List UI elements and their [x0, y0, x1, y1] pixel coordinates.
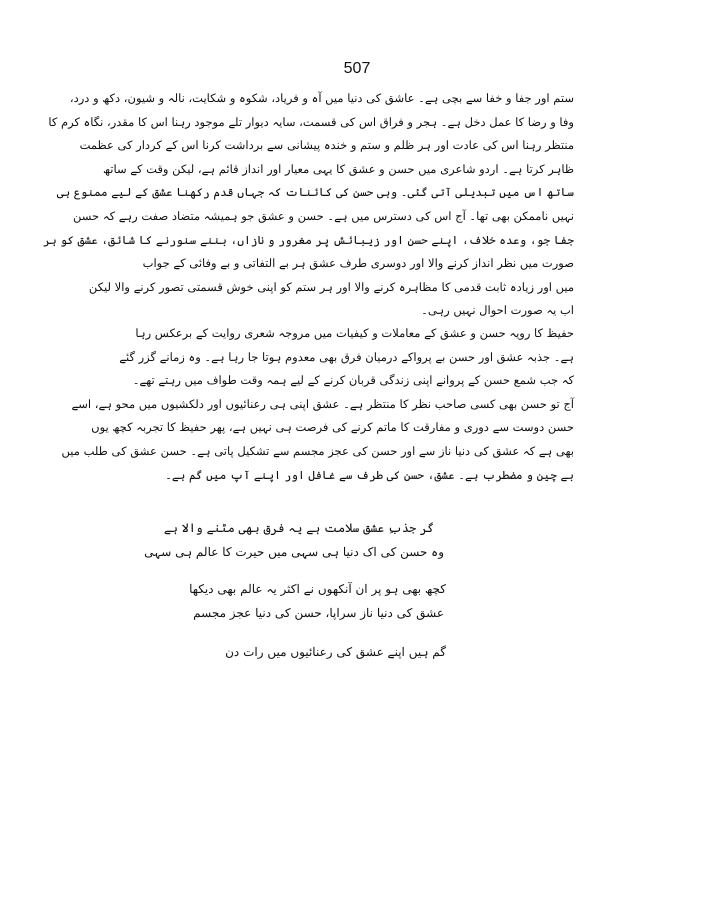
text-line: جفا جو، وعدہ خلاف، اپنے حسن اور زیبائش پر مغرور و نازاں، بننے سنورنے کا شائق، عشق کو ہر	[43, 232, 574, 247]
text-line: آج تو حسن بھی کسی صاحب نظر کا منتظر ہے۔ عشق اپنی ہی رعنائیوں اور دلکشیوں میں محو ہے، اسے	[71, 396, 574, 411]
text-line: ستم اور جفا و خفا سے بچی ہے۔ عاشق کی دنیا میں آہ و فریاد، شکوہ و شکایت، نالہ و شیون، دکھ و درد،	[69, 91, 574, 105]
paragraph-1	[43, 87, 574, 323]
verse-line: وہ حسن کی اک دنیا ہی سہی میں حیرت کا عالم ہی سہی	[144, 545, 444, 559]
text-line: بے چین و مضطرب ہے۔ عشق، حسن کی طرف سے غافل اور اپنے آپ میں گم ہے۔	[165, 467, 574, 482]
text-line: ہے۔ جذبہ عشق اور حسن بے پرواکے درمیان فرق بھی معدوم ہوتا جا رہا ہے۔ وہ زمانے گزر گئے	[119, 349, 574, 364]
text-line: اب یہ صورت احوال نہیں رہی۔	[421, 303, 574, 318]
verse-line: گم ہیں اپنے عشق کی رعنائیوں میں رات دن	[225, 645, 446, 659]
text-line: ساتھ اس میں تبدیلی آتی گئی۔ وہی حسن کی کائنات کہ جہاں قدم رکھنا عشق کے لیے ممنوع ہی	[56, 185, 574, 200]
text-line: صورت میں نظر انداز کرنے والا اور دوسری طرف عشق ہر بے التفاتی و بے وفائی کے جواب	[142, 256, 574, 271]
verse-line: گر جذبِ عشق سلامت ہے یہ فرق بھی مٹنے والا ہے	[163, 521, 434, 535]
text-line: ظاہر کرتا ہے۔ اردو شاعری میں حسن و عشق کا یہی معیار اور انداز قائم ہے، لیکن وقت کے ساتھ	[103, 161, 574, 176]
verse-line: کچھ بھی ہو پر ان آنکھوں نے اکثر یہ عالم بھی دیکھا	[189, 582, 446, 596]
text-line: میں اور زیادہ ثابت قدمی کا مظاہرہ کرنے والا اور ہر ستم کو اپنی خوش قسمتی تصور کرنے والا لیکن	[88, 279, 574, 294]
text-line: منتظر رہنا اس کی عادت اور ہر ظلم و ستم و خندہ پیشانی سے برداشت کرنا اس کے کردار کی عظمت	[79, 138, 574, 153]
text-line: حفیظ کا رویہ حسن و عشق کے معاملات و کیفیات میں مروجہ شعری روایت کے برعکس رہا	[135, 326, 574, 340]
page-number: 507	[343, 60, 371, 77]
text-line: وفا و رضا کا عمل دخل ہے۔ ہجر و فراق اس کی قسمت، سایہ دیوار تلے موجود رہنا اس کا مقدر، نگاہ کرم کا	[48, 114, 574, 129]
text-line: نہیں ناممکن بھی تھا۔ آج اس کی دسترس میں ہے۔ حسن و عشق جو ہمیشہ متضاد صفت رہے کہ حسن	[73, 208, 574, 223]
text-line: بھی ہے کہ عشق کی دنیا ناز سے اور حسن کی عجز مجسم سے تشکیل پاتی ہے۔ حسن عشق کی طلب میں	[61, 443, 574, 458]
verse-line: عشق کی دنیا ناز سراپا، حسن کی دنیا عجز مجسم	[193, 606, 444, 620]
paragraph-2	[61, 322, 574, 487]
text-line: حسن دوست سے دوری و مفارقت کا ماتم کرنے کی فرصت ہی نہیں ہے، پھر حفیظ کا تجربہ کچھ یوں	[91, 420, 574, 435]
text-line: کہ جب شمع حسن کے پروانے اپنی زندگی قربان کرنے کے لیے ہمہ وقت طواف میں رہتے تھے۔	[132, 373, 574, 388]
